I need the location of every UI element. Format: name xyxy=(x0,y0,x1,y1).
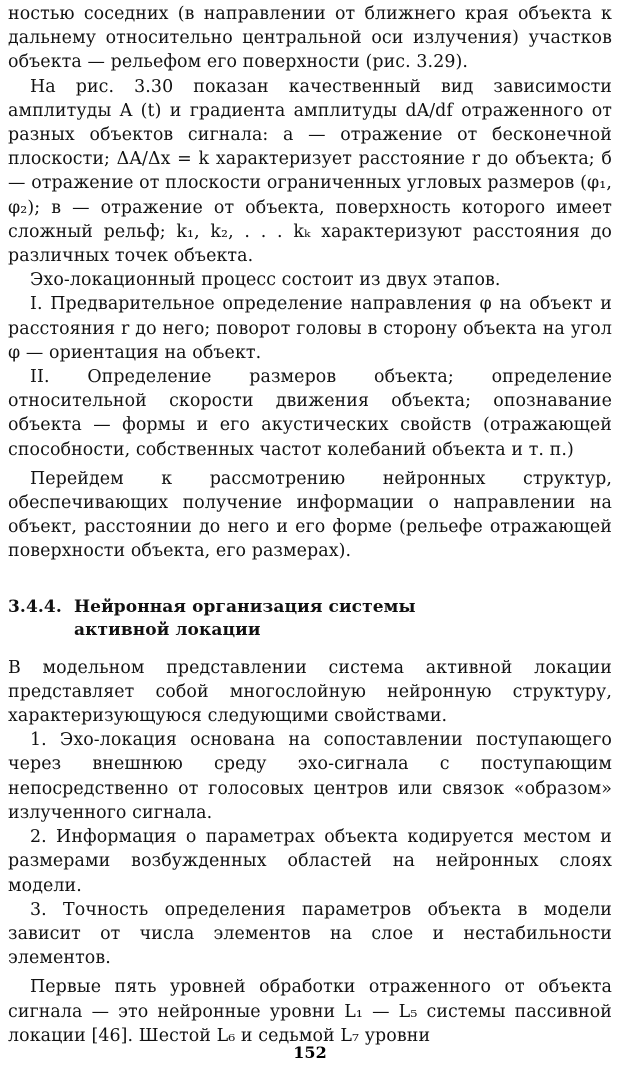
paragraph-echo-stages: Эхо-локационный процесс состоит из двух этапов. xyxy=(30,270,501,291)
page-number: 152 xyxy=(293,1043,327,1062)
paragraph-transition: Перейдем к рассмотрению нейронных структур, обеспечивающих получение информации о направлении на объект, расстоянии до него и его форме (рельефе отражающей поверхности объекта, его размерах). xyxy=(8,468,612,562)
section-title-line1: Нейронная организация системы xyxy=(74,596,416,617)
paragraph-levels: Первые пять уровней обработки отраженного от объекта сигнала — это нейронные уровни L₁ — L₅ системы пассивной локации [46]. Шестой L₆ и седьмой L₇ уровни xyxy=(8,977,612,1046)
paragraph-property-three: 3. Точность определения параметров объекта в модели зависит от числа элементов на слое и нестабильности элементов. xyxy=(8,899,612,969)
paragraph-stage-two: II. Определение размеров объекта; определение относительной скорости движения объекта; опознавание объекта — формы и его акустических свойств (отражающей способности, собственных частот колебаний объекта и т. п.) xyxy=(8,367,612,460)
section-heading xyxy=(8,596,612,642)
section-number: 3.4.4. xyxy=(8,596,62,617)
paragraph-model-intro: В модельном представлении система активной локации представляет собой многослойную нейронную структуру, характеризующуюся следующими свойствами. xyxy=(8,657,612,727)
paragraph-property-one: 1. Эхо-локация основана на сопоставлении поступающего через внешнюю среду эхо-сигнала с поступающим непосредственно от голосовых центров или связок «образом» излученного сигнала. xyxy=(8,730,612,823)
paragraph-property-two: 2. Информация о параметрах объекта кодируется местом и размерами возбужденных областей на нейронных слоях модели. xyxy=(8,827,612,896)
paragraph-stage-one: I. Предварительное определение направления φ на объект и расстояния r до него; поворот головы в сторону объекта на угол φ — ориентация на объект. xyxy=(8,294,612,363)
section-title-line2: активной локации xyxy=(74,619,261,640)
paragraph-figure-description: На рис. 3.30 показан качественный вид зависимости амплитуды A (t) и градиента амплитуды dA/df отраженного от разных объектов сигнала: а — отражение от бесконечной плоскости; ΔA/Δx = k характеризует расстояние r до объекта; б — отражение от плоскости ограниченных угловых размеров (φ₁, φ₂); в — отражение от объекта, поверхность которого имеет сложный рельф; k₁, k₂, . . . kₖ характеризуют расстояния до различных точек объекта. xyxy=(8,76,612,267)
paragraph-continuation: ностью соседних (в направлении от ближнего края объекта к дальнему относительно центральной оси излучения) участков объекта — рельефом его поверхности (рис. 3.29). xyxy=(8,4,612,73)
